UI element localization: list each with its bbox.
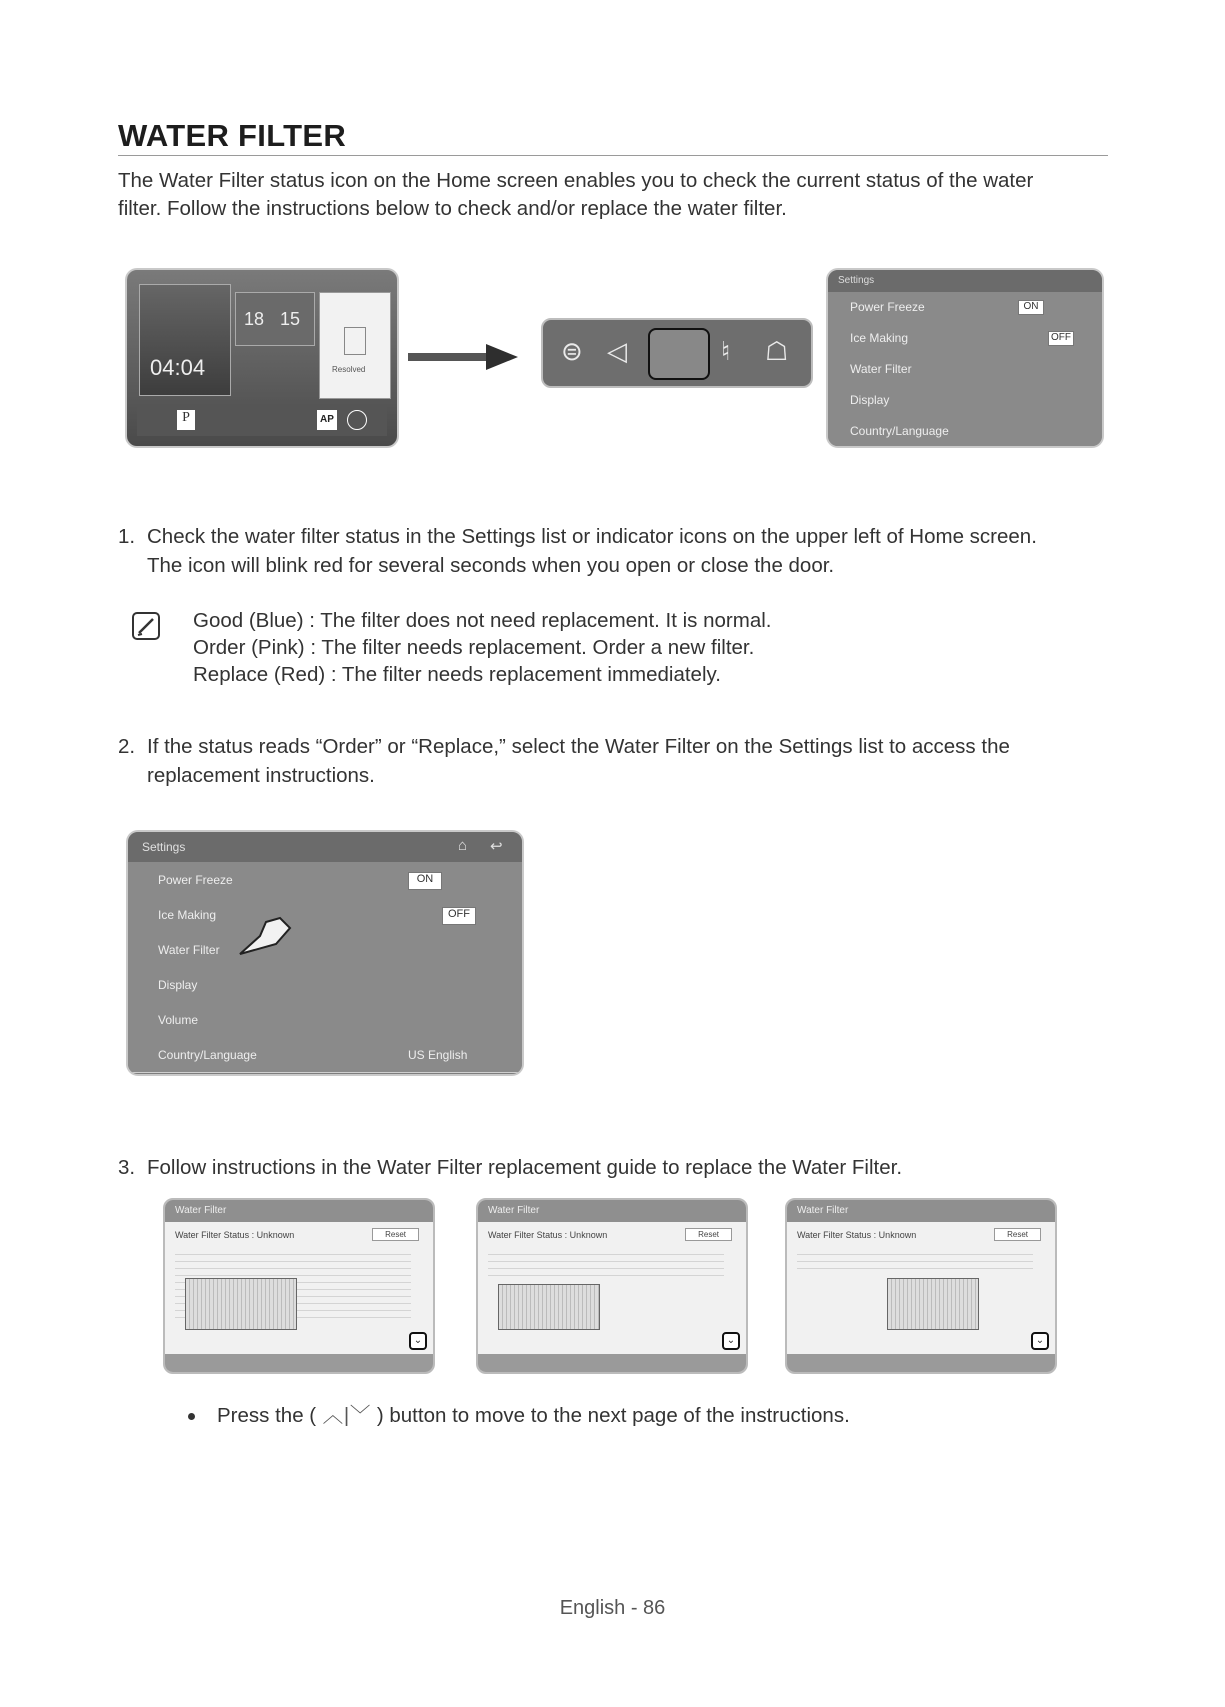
app-icon-circle[interactable] [347,410,367,430]
row-label: Volume [158,1013,199,1027]
guide-title-bar [478,1200,746,1222]
settings-row[interactable] [128,1037,522,1073]
fridge-temp: 15 [280,309,301,329]
intro-paragraph [118,167,1108,223]
freezer-temp: 18 [244,309,265,329]
home-temp-widget [235,292,315,346]
row-label: Country/Language [158,1048,257,1062]
page-up-icon: ︿ [322,1404,344,1427]
guide-footer [165,1354,433,1372]
settings-row[interactable] [128,862,522,898]
step-3 [118,1154,1108,1184]
home-time-widget [139,284,231,396]
on-tag[interactable]: ON [1018,300,1044,315]
step-number: 2. [118,735,136,758]
note-good: Good (Blue) : The filter does not need replacement. It is normal. [193,609,772,632]
bullet-text-before: Press the ( [217,1404,317,1427]
guide-diagram [498,1284,600,1330]
settings-row-water-filter[interactable] [128,932,522,968]
next-page-button[interactable]: ⌄ [722,1332,740,1350]
memo-icon [344,327,366,355]
indicator-icons-strip [541,318,813,388]
bullet-dot [188,1413,195,1420]
alarm-light-icon: ☖ [765,336,789,366]
note-replace: Replace (Red) : The filter needs replacement immediately. [193,663,721,686]
guide-footer [478,1354,746,1372]
settings-row[interactable] [828,354,1102,386]
page-down-icon: ﹀ [349,1404,371,1427]
settings-row[interactable] [128,967,522,1003]
guide-diagram [887,1278,979,1330]
title-rule [118,155,1108,156]
settings-row[interactable] [128,897,522,933]
next-page-button[interactable]: ⌄ [1031,1332,1049,1350]
guide-status: Water Filter Status : Unknown [175,1230,295,1240]
step-number: 1. [118,525,136,548]
guide-title-bar [165,1200,433,1222]
app-icon-ap[interactable]: AP [317,410,337,430]
settings-title-bar [828,270,1102,292]
off-tag[interactable]: OFF [1048,331,1074,346]
step-text: Follow instructions in the Water Filter replacement guide to replace the Water Filter. [147,1156,903,1179]
hand-pointer-icon [236,914,292,958]
settings-list-illustration-large [126,830,524,1076]
water-filter-guide-screen [163,1198,435,1374]
guide-diagram [185,1278,297,1330]
reset-button[interactable]: Reset [372,1228,419,1241]
settings-row[interactable] [828,292,1102,324]
home-time: 04:04 [150,355,206,380]
step-1 [118,523,1108,581]
row-label: Display [850,393,890,407]
intro-line: filter. Follow the instructions below to check and/or replace the water filter. [118,197,787,220]
memo-text: Resolved [332,365,366,374]
guide-title: Water Filter [797,1205,849,1216]
off-tag[interactable]: OFF [442,907,476,925]
door-alarm-icon: ♮ [721,336,731,366]
wifi-icon: ⊜ [561,336,583,366]
row-label: Ice Making [158,908,217,922]
arrow-right-icon [408,344,518,370]
guide-title: Water Filter [175,1205,227,1216]
settings-row[interactable] [828,416,1102,448]
water-filter-guide-screen [785,1198,1057,1374]
guide-instructions [797,1248,1033,1272]
row-label: Display [158,978,198,992]
row-label: Power Freeze [158,873,233,887]
guide-footer [787,1354,1055,1372]
home-icon[interactable]: ⌂ [458,837,468,854]
step-2 [118,733,1108,791]
bullet-text-after: ) button to move to the next page of the instructions. [376,1404,850,1427]
note-pencil-icon [131,611,161,641]
note-order: Order (Pink) : The filter needs replacement. Order a new filter. [193,636,755,659]
step-text: Check the water filter status in the Settings list or indicator icons on the upper left of Home screen. [147,525,1037,548]
bullet-text [217,1402,850,1430]
settings-title-bar [128,832,522,862]
guide-instructions [488,1248,724,1278]
step-number: 3. [118,1156,136,1179]
step-text: replacement instructions. [147,764,375,787]
app-icon-p[interactable]: P [177,410,195,430]
row-label: Water Filter [158,943,220,957]
intro-line: The Water Filter status icon on the Home screen enables you to check the current status of the water [118,169,1034,192]
on-tag[interactable]: ON [408,872,442,890]
settings-title: Settings [838,275,875,286]
reset-button[interactable]: Reset [685,1228,732,1241]
next-page-button[interactable]: ⌄ [409,1332,427,1350]
settings-row[interactable] [828,323,1102,355]
guide-status: Water Filter Status : Unknown [797,1230,917,1240]
divider: | [343,1404,350,1427]
row-label: Power Freeze [850,300,925,314]
settings-row[interactable] [128,1002,522,1038]
language-value: US English [408,1048,468,1062]
page-footer: English - 86 [559,1597,666,1619]
guide-title-bar [787,1200,1055,1222]
step-text: The icon will blink red for several seconds when you open or close the door. [147,554,835,577]
home-memo-widget [319,292,391,399]
guide-title: Water Filter [488,1205,540,1216]
settings-list-illustration-small [826,268,1104,448]
back-icon[interactable]: ↩ [490,838,503,855]
section-title: WATER FILTER [118,118,347,153]
water-filter-status-icon [648,328,710,380]
home-app-bar [137,406,387,436]
home-screen-illustration [125,268,399,448]
row-label: Water Filter [850,362,912,376]
guide-status: Water Filter Status : Unknown [488,1230,608,1240]
row-label: Country/Language [850,424,949,438]
water-filter-guide-screen [476,1198,748,1374]
reset-button[interactable]: Reset [994,1228,1041,1241]
step-text: If the status reads “Order” or “Replace,” select the Water Filter on the Settings list to access the [147,735,1010,758]
settings-row[interactable] [828,385,1102,417]
row-label: Ice Making [850,331,909,345]
speaker-icon: ◁ [607,336,627,366]
settings-title: Settings [142,840,186,854]
